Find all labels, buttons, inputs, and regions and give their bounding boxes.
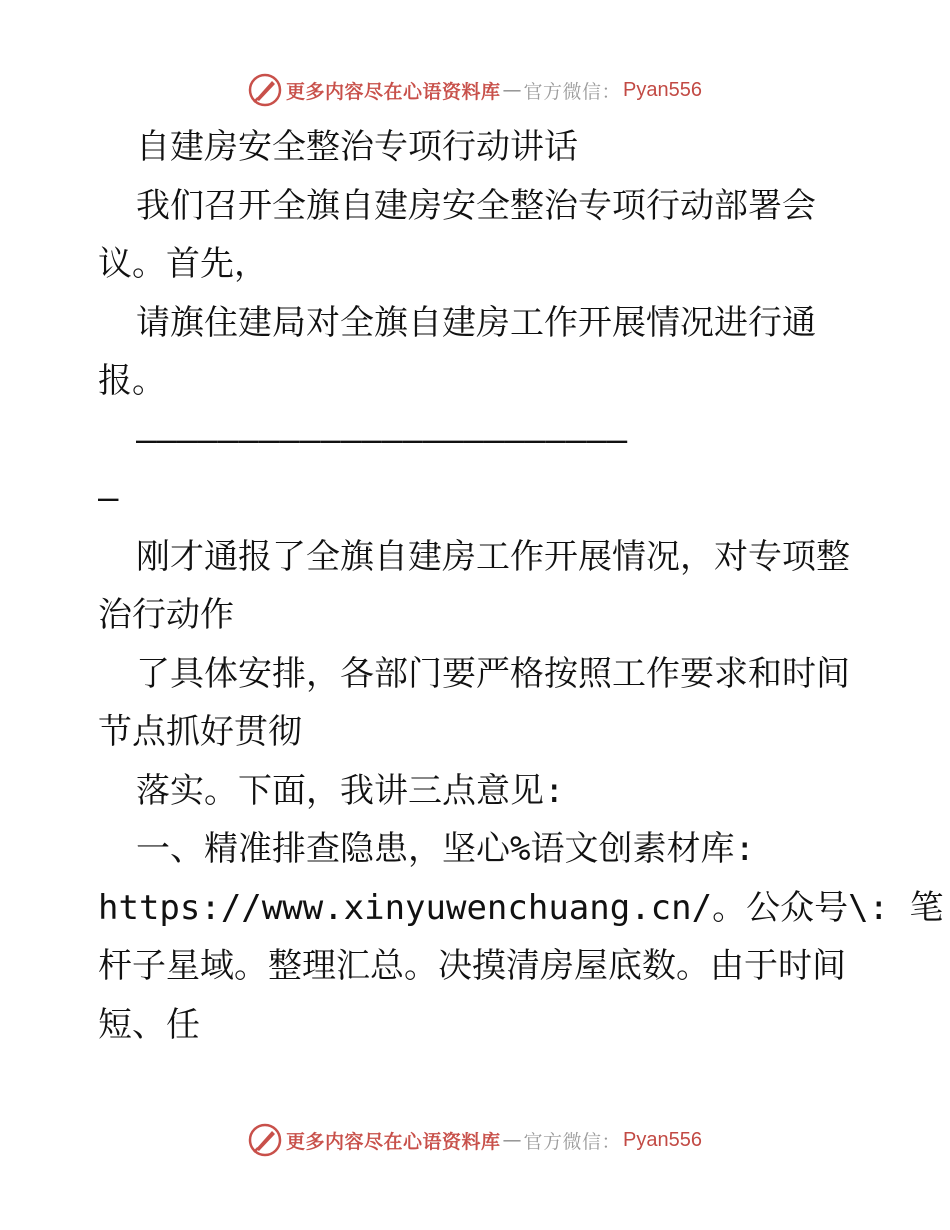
watermark-separator: — <box>502 1129 522 1151</box>
doc-line: 短、任 <box>98 1004 200 1045</box>
doc-title: 自建房安全整治专项行动讲话 <box>136 127 578 167</box>
doc-line: 报。 <box>98 361 166 401</box>
doc-separator-line: ———————————————————————— <box>136 419 628 460</box>
quill-pen-logo-icon <box>248 1123 282 1157</box>
watermark-wechat-label: 官方微信： <box>523 1130 622 1153</box>
doc-line: 议。首先， <box>98 244 268 284</box>
header-watermark <box>0 68 950 112</box>
watermark-separator: — <box>502 79 522 101</box>
doc-line: 刚才通报了全旗自建房工作开展情况，对专项整 <box>136 536 850 577</box>
doc-line: 请旗住建局对全旗自建房工作开展情况进行通 <box>136 302 816 343</box>
doc-separator-line: — <box>98 478 119 518</box>
quill-pen-logo-icon <box>248 73 282 107</box>
doc-line: 落实。下面，我讲三点意见: <box>136 770 565 811</box>
doc-line: 治行动作 <box>98 595 234 635</box>
doc-line: 节点抓好贯彻 <box>98 712 302 752</box>
watermark-site-text: 更多内容尽在心语资料库 <box>286 80 501 103</box>
doc-line: 杆子星域。整理汇总。决摸清房屋底数。由于时间 <box>98 946 846 986</box>
document-body <box>98 118 944 1054</box>
doc-line: https://www.xinyuwenchuang.cn/。公众号\: 笔 <box>98 887 944 928</box>
watermark-wechat-label: 官方微信： <box>523 80 622 103</box>
watermark-wechat-account: Pyan556 <box>623 78 702 101</box>
footer-watermark <box>0 1118 950 1162</box>
doc-line: 一、精准排查隐患，坚心%语文创素材库: <box>136 829 755 869</box>
doc-line: 了具体安排，各部门要严格按照工作要求和时间 <box>136 653 850 694</box>
doc-line: 我们召开全旗自建房安全整治专项行动部署会 <box>136 185 816 226</box>
watermark-site-text: 更多内容尽在心语资料库 <box>286 1130 501 1153</box>
watermark-wechat-account: Pyan556 <box>623 1128 702 1151</box>
